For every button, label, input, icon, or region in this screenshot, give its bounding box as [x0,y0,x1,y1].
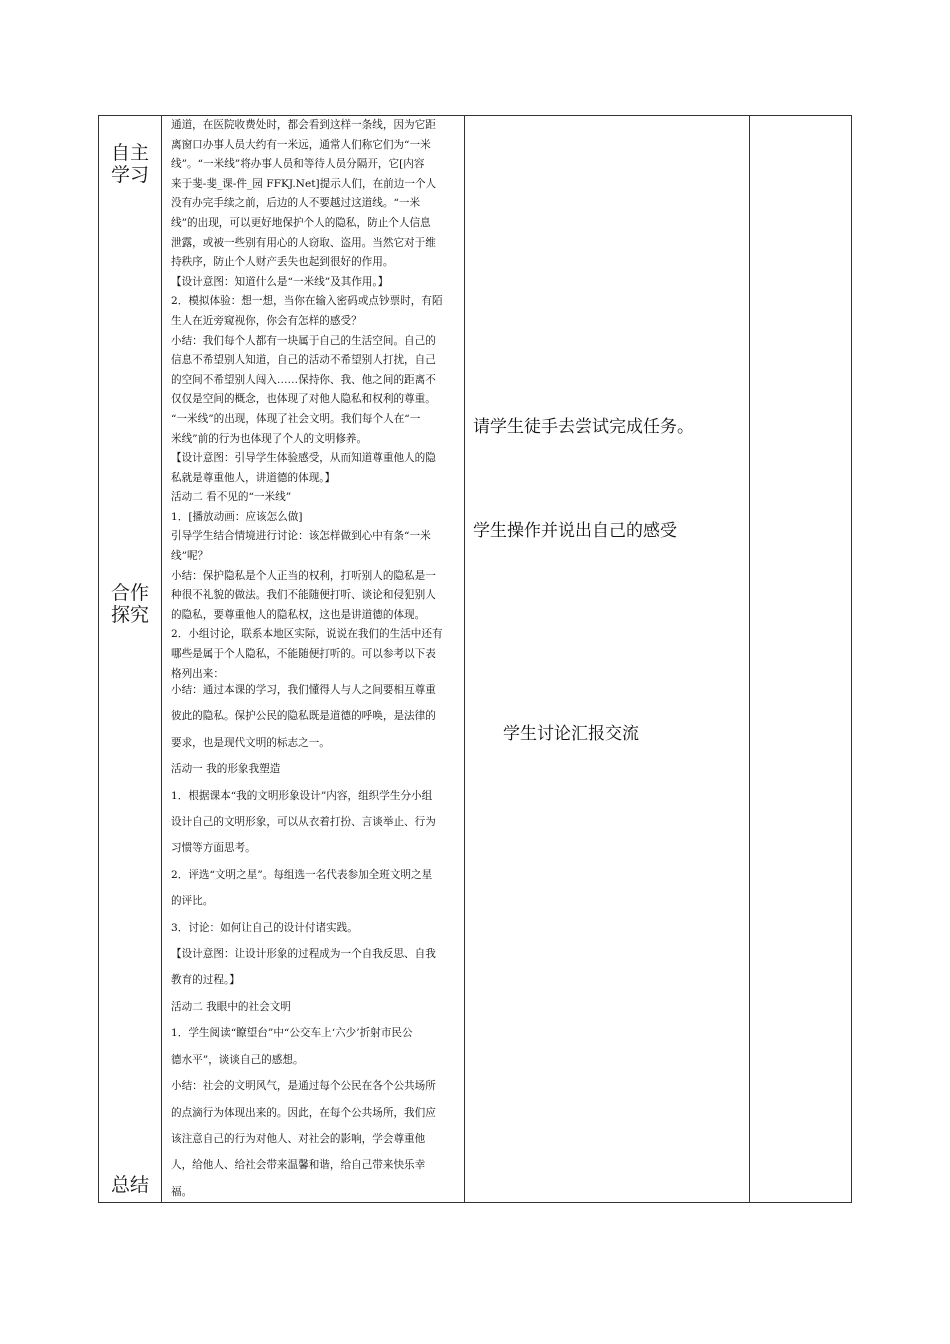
lesson-plan-table [98,115,852,1203]
text-line: 仅仅是空间的概念，也体现了对他人隐私和权利的尊重。 [171,393,436,406]
text-line: 没有办完手续之前，后边的人不要越过这道线。“一米 [171,197,421,210]
text-line: 来于斐-斐_课-件_园 FFKJ.Net]提示人们，在前边一个人 [171,177,437,190]
text-line: 泄露，或被一些别有用心的人窃取、盗用。当然它对于维 [171,236,436,249]
text-line: 小结：通过本课的学习，我们懂得人与人之间要相互尊重 [171,684,436,696]
text-line: 2．模拟体验：想一想，当你在输入密码或点钞票时，有陌 [171,295,443,308]
text-line: 教育的过程。】 [171,974,240,987]
text-line: 线”。“一米线”将办事人员和等待人员分隔开，它[内容 [171,158,425,171]
text-line: 人，给他人、给社会带来温馨和谐，给自己带来快乐幸 [171,1159,426,1172]
text-line: 小结：保护隐私是个人正当的权利，打听别人的隐私是一 [171,569,436,582]
text-line: 2．评选“文明之星”。每组选一名代表参加全班文明之星 [171,868,433,881]
text-line: 生人在近旁窥视你，你会有怎样的感受？ [171,314,362,327]
student-activity-discuss-report: 学生讨论汇报交流 [503,724,639,744]
text-line: 【设计意图：引导学生体验感受，从而知道尊重他人的隐 [171,452,436,465]
text-line: 线”的出现，可以更好地保护个人的隐私，防止个人信息 [171,216,431,229]
text-line: 福。 [171,1185,193,1198]
text-line: 要求，也是现代文明的标志之一。 [171,736,330,749]
text-line: 小结：社会的文明风气，是通过每个公民在各个公共场所 [171,1080,436,1093]
text-line: 活动一 我的形象我塑造 [171,763,281,776]
text-line: 引导学生结合情境进行讨论：该怎样做到心中有条“一米 [171,530,431,543]
text-line: 信息不希望别人知道，自己的活动不希望别人打扰，自己 [171,354,436,367]
text-line: 私就是尊重他人，讲道德的体现。】 [171,471,336,484]
text-line: 彼此的隐私。保护公民的隐私既是道德的呼唤，是法律的 [171,710,436,723]
text-line: 3．讨论：如何让自己的设计付诸实践。 [171,921,358,934]
text-line: 活动二 我眼中的社会文明 [171,1000,291,1013]
text-line: 活动二 看不见的“一米线” [171,491,292,504]
text-line: 该注意自己的行为对他人、对社会的影响，学会尊重他 [171,1132,426,1145]
text-line: 设计自己的文明形象，可以从衣着打扮、言谈举止、行为 [171,816,436,829]
teacher-activity-text-summary [162,677,462,1205]
text-line: 的隐私，要尊重他人的隐私权，这也是讲道德的体现。 [171,608,426,621]
text-line: 1．学生阅读“瞭望台”中“公交车上‘六少’折射市民公 [171,1027,413,1040]
text-line: 1．根据课本“我的文明形象设计”内容，组织学生分小组 [171,789,433,802]
text-line: 哪些是属于个人隐私，不能随便打听的。可以参考以下表 [171,648,436,661]
text-line: 的空间不希望别人闯入……保持你、我、他之间的距离不 [171,373,436,386]
column-divider [749,116,750,1202]
text-line: 离窗口办事人员大约有一米远，通常人们称它们为“一米 [171,138,431,151]
teacher-activity-text [162,116,462,684]
text-line: 的评比。 [171,895,214,908]
text-line: 2．小组讨论，联系本地区实际，说说在我们的生活中还有 [171,628,443,641]
text-line: 线”呢？ [171,550,209,563]
student-activity-share-feelings: 学生操作并说出自己的感受 [473,521,677,541]
stage-label-self-study: 自主 学习 [110,142,149,186]
text-line: 格列出来： [171,667,224,680]
text-line: 德水平”，谈谈自己的感想。 [171,1053,304,1066]
text-line: “一米线”的出现，体现了社会文明。我们每个人在“一 [171,412,421,425]
text-line: 小结：我们每个人都有一块属于自己的生活空间。自己的 [171,334,436,347]
text-line: 【设计意图：让设计形象的过程成为一个自我反思、自我 [171,948,436,961]
text-line: 习惯等方面思考。 [171,842,256,855]
text-line: 的点滴行为体现出来的。因此，在每个公共场所，我们应 [171,1106,436,1119]
stage-label-summary: 总结 [110,1174,149,1196]
column-divider [464,116,465,1202]
text-line: 通道，在医院收费处时，都会看到这样一条线，因为它距 [171,119,436,131]
text-line: 1．[播放动画：应该怎么做] [171,510,303,523]
text-line: 种很不礼貌的做法。我们不能随便打听、谈论和侵犯别人 [171,589,436,602]
text-line: 【设计意图：知道什么是“一米线”及其作用。】 [171,275,389,288]
student-activity-try-task: 请学生徒手去尝试完成任务。 [473,417,694,437]
text-line: 持秩序，防止个人财产丢失也起到很好的作用。 [171,256,394,269]
text-line: 米线”前的行为也体现了个人的文明修养。 [171,432,368,445]
stage-label-cooperative-inquiry: 合作 探究 [110,582,149,626]
